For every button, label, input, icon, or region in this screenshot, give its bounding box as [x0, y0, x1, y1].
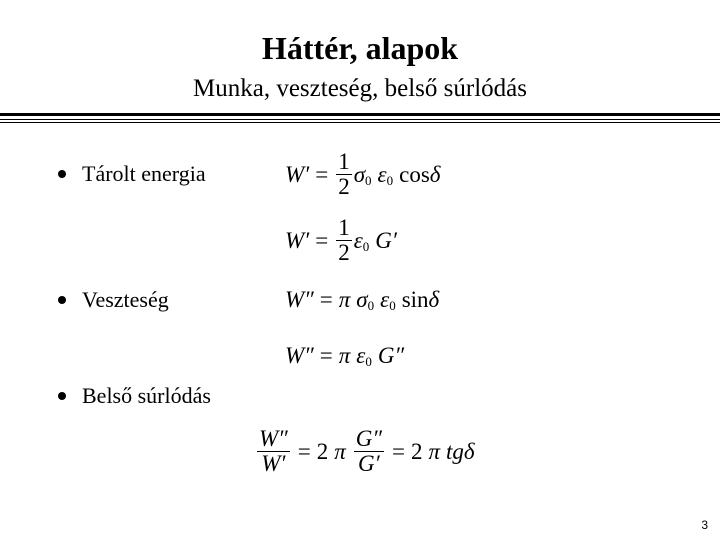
- bullet-dot-stored-energy: [58, 170, 66, 178]
- divider-thick: [0, 113, 720, 116]
- bullet-dot-internal-friction: [58, 392, 66, 400]
- formula-stored-energy-modulus: W′ = $\frac{1}{2}$ ε $_0$ G′: [285, 215, 397, 266]
- bullet-dot-loss: [58, 296, 66, 304]
- formula-loss-stress: W″ = π σ $_0$ ε $_0$ sin δ: [285, 287, 440, 313]
- slide-subtitle: Munka, veszteség, belső súrlódás: [193, 75, 527, 102]
- bullet-label-loss: Veszteség: [82, 287, 169, 312]
- divider-thin-2: [0, 122, 720, 123]
- slide-title: Háttér, alapok: [261, 30, 459, 66]
- bullet-label-stored-energy: Tárolt energia: [82, 161, 206, 186]
- formula-internal-friction: $\frac{W''}{W'}$ = 2 π $\frac{G''}{G'}$ = 2 π tg δ: [259, 426, 475, 477]
- bullet-label-internal-friction: Belső súrlódás: [82, 383, 211, 408]
- divider-thin-1: [0, 119, 720, 120]
- page-number: 3: [701, 518, 708, 532]
- formula-stored-energy-stress: W′ = $\frac{1}{2}$ σ $_0$ ε $_0$ cos δ: [285, 149, 441, 200]
- formula-loss-modulus: W″ = π ε $_0$ G″: [285, 343, 405, 369]
